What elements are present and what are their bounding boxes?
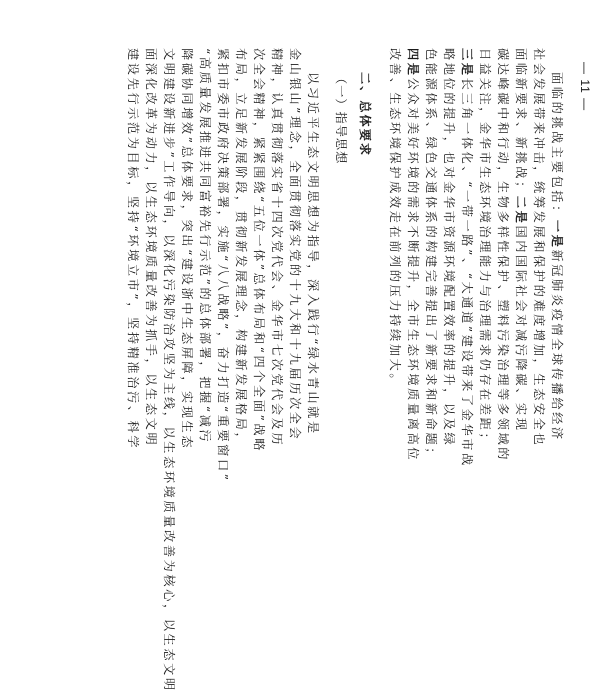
emphasis-text: 三是 [460, 48, 474, 78]
line-text: 布局，立足新发展阶段，贯彻新发展理念，构建新发展格局， [234, 48, 248, 448]
emphasis-text: 二是 [514, 195, 528, 226]
text-line [424, 48, 438, 462]
text-line [252, 48, 266, 453]
text-line [126, 48, 140, 450]
line-text: 文明建设新进步”工作导向，以深化污染防治攻坚为主线，以生态环境质量改善为核心，以生态文明 [162, 48, 176, 693]
line-text: 紧扣市委市政府决策部署，实施“八八战略”，奋力打造“重要窗口” [216, 48, 230, 483]
line-text: 略地位的提升，也对金华市资源环境配置效率的提升，以及绿 [442, 48, 456, 448]
text-line [442, 48, 456, 447]
text-line [388, 48, 402, 388]
text-line [460, 48, 474, 468]
line-text: 精神，认真贯彻落实省十四次党代会、金华市七次党代会及历 [270, 48, 284, 448]
text-line [306, 72, 320, 436]
line-text-continued: 长三角一体化、“一带一路”、“大通道”建设带来了金华市战 [460, 77, 474, 468]
line-text: 二、总体要求 [358, 72, 372, 158]
text-line [144, 48, 158, 447]
line-text-continued: 公众对美好环境的需求不断提升，全市生态环境质量离高位 [406, 77, 420, 463]
page-number: — 11 — [578, 62, 592, 112]
line-text: 改善、生态环境保护成效走在前列的压力持续加大。 [388, 48, 402, 389]
text-line [162, 48, 176, 693]
emphasis-text: 一是 [550, 219, 564, 250]
text-line [288, 48, 302, 441]
text-line [496, 48, 510, 462]
text-line [514, 48, 528, 432]
line-text: 色能源体系、绿色交通体系的构建完善提出了新要求和新命题； [424, 48, 438, 463]
line-text: 面临新要求、新挑战； [514, 48, 528, 196]
line-text: 面临的挑战主要包括： [550, 72, 564, 220]
line-text: 日益关注，金华市生态环境治理能力与治理需求仍存在差距； [478, 48, 492, 448]
text-line [550, 72, 564, 442]
section-heading [358, 72, 372, 157]
text-line [216, 48, 230, 483]
line-text-continued: 新冠肺炎疫情全球传播给经济 [550, 249, 564, 442]
line-text: 碳达峰碳中和行动，生物多样性保护、塑料污染治理等多领域的 [496, 48, 510, 463]
line-text: 面深化改革为动力，以生态环境质量改善为抓手，以生态文明 [144, 48, 158, 448]
text-line [198, 48, 212, 444]
line-text: （一）指导思想 [334, 72, 348, 165]
line-text: “高质量发展推进共同富裕先行示范”的总体部署，把握“减污 [198, 48, 212, 445]
line-text: 以习近平生态文明思想为指导，深入践行“绿水青山就是 [306, 72, 320, 436]
line-text: 建设先行示范为目标，坚持“环境立市”，坚持精准治污、科学 [126, 48, 140, 451]
line-text-continued: 国内国际社会对减污降碳、实现 [514, 225, 528, 433]
text-line [234, 48, 248, 447]
text-line [270, 48, 284, 447]
text-line [478, 48, 492, 447]
subsection-heading [334, 72, 348, 164]
line-text: 社会发展带来冲击，统筹发展和保护的难度增加，生态安全也 [532, 48, 546, 448]
line-text: 金山银山”理念，全面贯彻落实党的十九大和十九届历次全会 [288, 48, 302, 442]
text-line [406, 48, 420, 462]
line-text: 次全会精神，紧紧围绕“五位一体”总体布局和“四个全面”战略 [252, 48, 266, 454]
text-line [180, 48, 194, 450]
text-line [532, 48, 546, 447]
emphasis-text: 四是 [406, 48, 420, 78]
line-text: 降碳协同增效”总体要求，突出“建设浙中生态屏障，实现生态 [180, 48, 194, 451]
